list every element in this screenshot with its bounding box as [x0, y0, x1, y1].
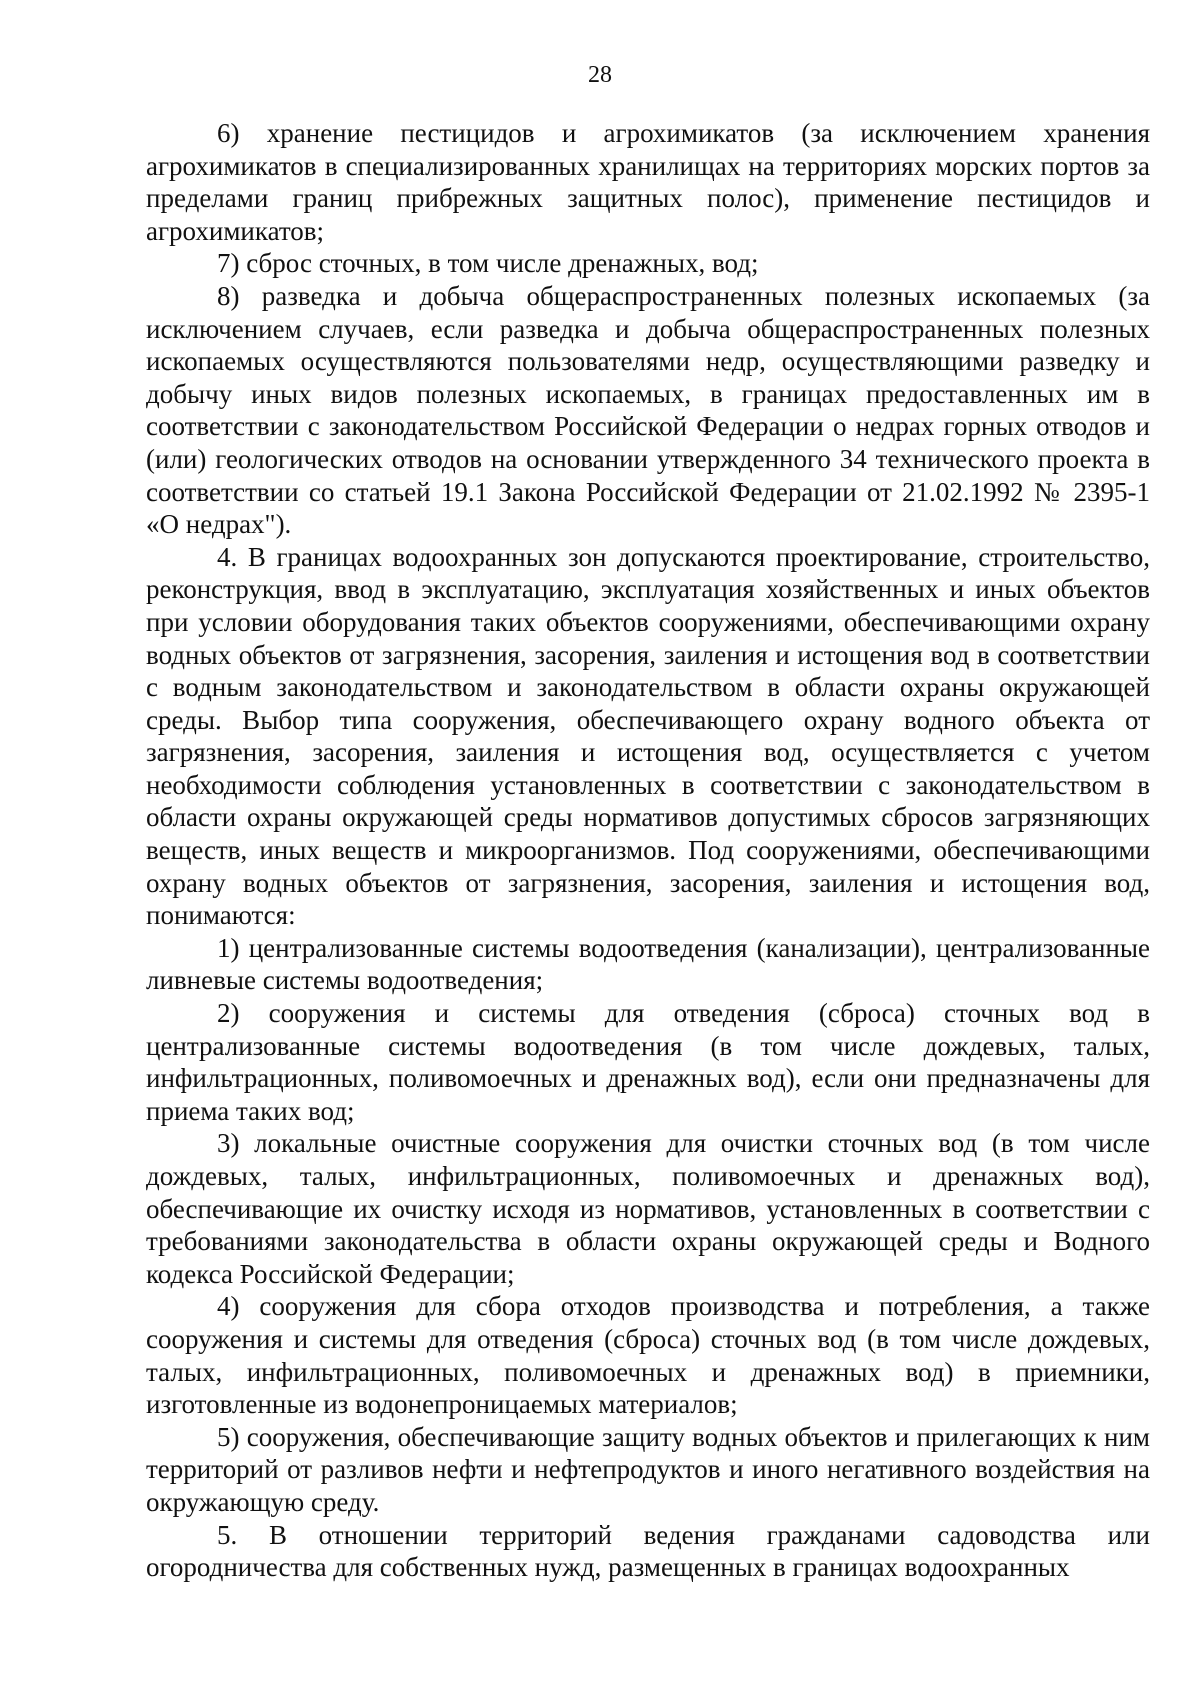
paragraph-subitem-1: 1) централизованные системы водоотведения (канализации), централизованные ливневые системы водоотведения;: [146, 932, 1150, 996]
paragraph-item-7-wastewater: 7) сброс сточных, в том числе дренажных, вод;: [217, 248, 759, 279]
paragraph-subitem-4: 4) сооружения для сбора отходов производства и потребления, а также сооружения и системы для отведения (сброса) сточных вод (в том числе дождевых, талых, инфильтрационных, поливомоечных и дренажных вод) в приемники, изготовленные из водонепроницаемых материалов;: [146, 1291, 1150, 1420]
paragraph-subitem-5: 5) сооружения, обеспечивающие защиту водных объектов и прилегающих к ним территорий от разливов нефти и нефтепродуктов и иного негативного воздействия на окружающую среду.: [146, 1421, 1150, 1517]
paragraph-section-5: 5. В отношении территорий ведения гражданами садоводства или огородничества для собственных нужд, размещенных в границах водоохранных: [146, 1519, 1150, 1583]
paragraph-item-8-mining: 8) разведка и добыча общераспространенных полезных ископаемых (за исключением случаев, если разведка и добыча общераспространенных полезных ископаемых осуществляются пользователями недр, осуществляющими разведку и добычу иных видов полезных ископаемых, в границах предоставленных им в соответствии с законодательством Российской Федерации о недрах горных отводов и (или) геологических отводов на основании утвержденного 34 технического проекта в соответствии со статьей 19.1 Закона Российской Федерации от 21.02.1992 № 2395-1 «О недрах").: [146, 280, 1150, 540]
paragraph-section-4: 4. В границах водоохранных зон допускаются проектирование, строительство, реконструкция, ввод в эксплуатацию, эксплуатация хозяйственных и иных объектов при условии оборудования таких объектов сооружениями, обеспечивающими охрану водных объектов от загрязнения, засорения, заиления и истощения вод в соответствии с водным законодательством и законодательством в области охраны окружающей среды. Выбор типа сооружения, обеспечивающего охрану водного объекта от загрязнения, засорения, заиления и истощения вод, осуществляется с учетом необходимости соблюдения установленных в соответствии с законодательством в области охраны окружающей среды нормативов допустимых сбросов загрязняющих веществ, иных веществ и микроорганизмов. Под сооружениями, обеспечивающими охрану водных объектов от загрязнения, засорения, заиления и истощения вод, понимаются:: [146, 541, 1150, 931]
page-number: 28: [588, 62, 612, 88]
document-body: [146, 117, 1150, 1584]
paragraph-item-6-pesticides: 6) хранение пестицидов и агрохимикатов (за исключением хранения агрохимикатов в специализированных хранилищах на территориях морских портов за пределами границ прибрежных защитных полос), применение пестицидов и агрохимикатов;: [146, 118, 1150, 246]
paragraph-subitem-3: 3) локальные очистные сооружения для очистки сточных вод (в том числе дождевых, талых, инфильтрационных, поливомоечных и дренажных вод), обеспечивающие их очистку исходя из нормативов, установленных в соответствии с требованиями законодательства в области охраны окружающей среды и Водного кодекса Российской Федерации;: [146, 1128, 1150, 1289]
paragraph-subitem-2: 2) сооружения и системы для отведения (сброса) сточных вод в централизованные системы водоотведения (в том числе дождевых, талых, инфильтрационных, поливомоечных и дренажных вод), если они предназначены для приема таких вод;: [146, 998, 1150, 1126]
